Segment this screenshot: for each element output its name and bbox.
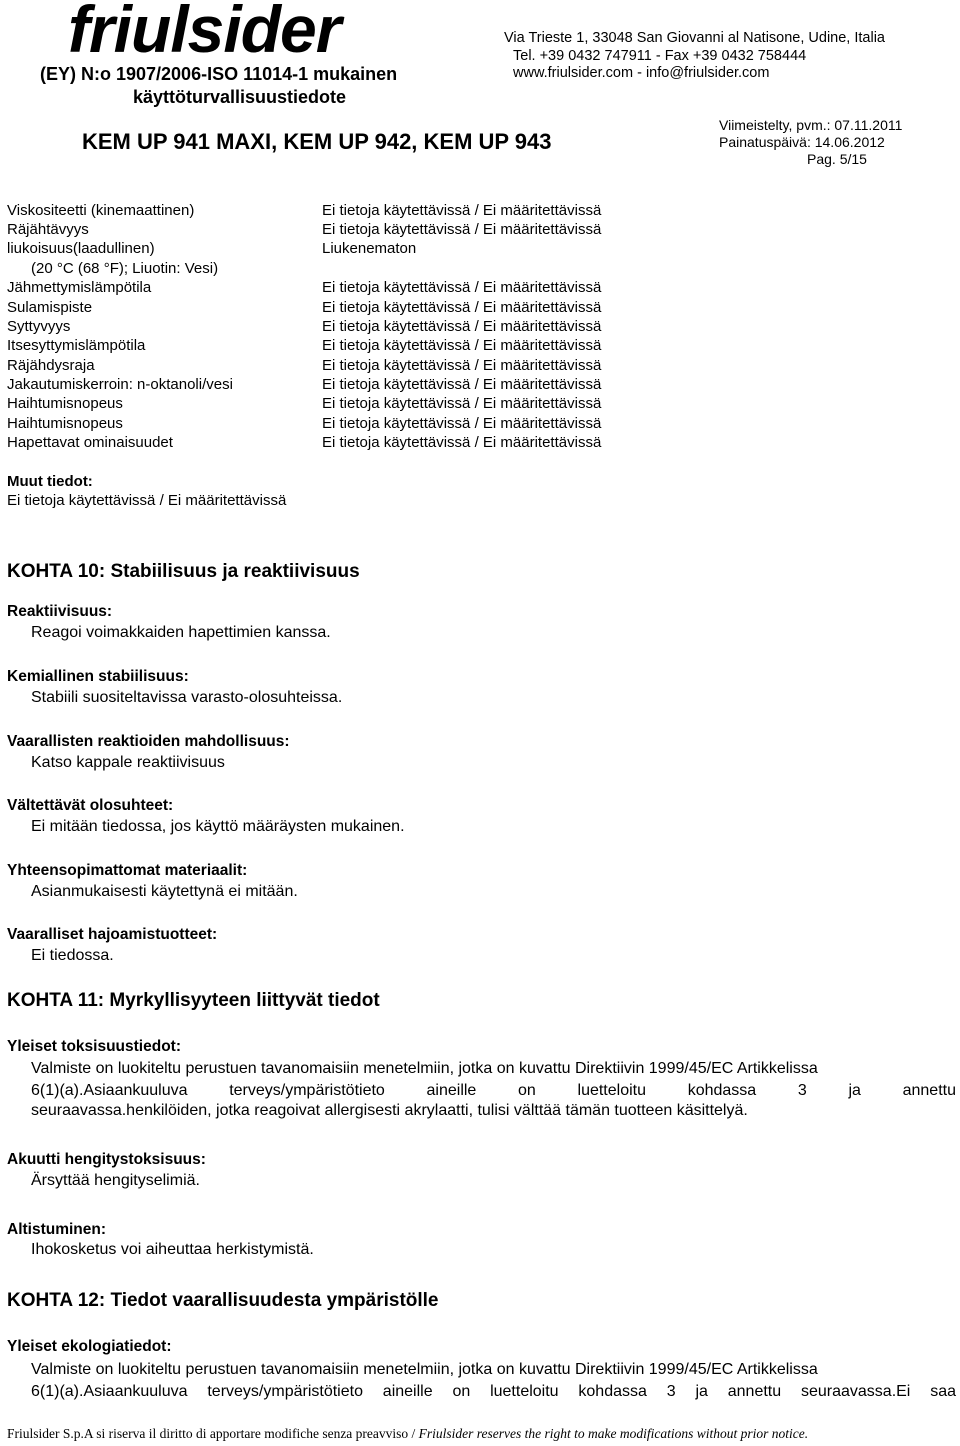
property-value: Ei tietoja käytettävissä / Ei määritettävissä [322,318,602,335]
property-label: Viskositeetti (kinemaattinen) [7,202,195,219]
decomposition-products-label: Vaaralliset hajoamistuotteet: [7,926,218,943]
section-11-title: KOHTA 11: Myrkyllisyyteen liittyvät tiedot [7,990,380,1011]
property-label: Syttyvyys [7,318,71,335]
property-label: Sulamispiste [7,299,93,316]
property-value: Ei tietoja käytettävissä / Ei määritettävissä [322,337,602,354]
reactivity-text: Reagoi voimakkaiden hapettimien kanssa. [31,624,331,641]
exposure-label: Altistuminen: [7,1221,107,1238]
toxicology-general-line-1: Valmiste on luokiteltu perustuen tavanomaisiin menetelmiin, jotka on kuvattu Direktiivin 1999/45/EC Artikkelissa [31,1060,818,1077]
ecology-general-line-2: 6(1)(a).Asiaankuuluva terveys/ympäristötieto aineille on luetteloitu kohdassa 3 ja annettu seuraavassa.Ei saa [31,1383,956,1400]
footer-english-text: Friulsider reserves the right to make modifications without prior notice. [418,1426,809,1441]
other-info-value: Ei tietoja käytettävissä / Ei määritettävissä [7,492,287,509]
ecology-general-label: Yleiset ekologiatiedot: [7,1338,172,1355]
conditions-label: Vältettävät olosuhteet: [7,797,174,814]
property-label: Jähmettymislämpötila [7,279,152,296]
incompatible-materials-text: Asianmukaisesti käytettynä ei mitään. [31,883,298,900]
section-12-title: KOHTA 12: Tiedot vaarallisuudesta ympäristölle [7,1290,439,1311]
property-label: Räjähdysraja [7,357,95,374]
regulation-line-1: (EY) N:o 1907/2006-ISO 11014-1 mukainen [40,64,398,84]
property-value: Ei tietoja käytettävissä / Ei määritettävissä [322,221,602,238]
section-10-title: KOHTA 10: Stabiilisuus ja reaktiivisuus [7,561,360,582]
property-value: Ei tietoja käytettävissä / Ei määritettävissä [322,415,602,432]
hazardous-reactions-label: Vaarallisten reaktioiden mahdollisuus: [7,733,290,750]
exposure-text: Ihokosketus voi aiheuttaa herkistymistä. [31,1241,314,1258]
other-info-label: Muut tiedot: [7,473,93,490]
print-date: Painatuspäivä: 14.06.2012 [719,134,885,150]
ecology-general-line-1: Valmiste on luokiteltu perustuen tavanomaisiin menetelmiin, jotka on kuvattu Direktiivin 1999/45/EC Artikkelissa [31,1361,818,1378]
property-label: Haihtumisnopeus [7,415,123,432]
toxicology-general-line-2: 6(1)(a).Asiaankuuluva terveys/ympäristötieto aineille on luetteloitu kohdassa 3 ja annettu [31,1082,956,1099]
property-label: Haihtumisnopeus [7,395,123,412]
property-value: Liukenematon [322,240,417,257]
company-logo: friulsider [68,0,341,66]
property-value: Ei tietoja käytettävissä / Ei määritettävissä [322,357,602,374]
property-label: Räjähtävyys [7,221,89,238]
toxicology-general-line-3: seuraavassa.henkilöiden, jotka reagoivat allergisesti akrylaatti, tulisi välttää tämän tuotteen käsittelyä. [31,1102,748,1119]
property-label: liukoisuus(laadullinen) [7,240,155,257]
toxicology-general-label: Yleiset toksisuustiedot: [7,1038,181,1055]
page-number: Pag. 5/15 [807,151,867,167]
incompatible-materials-label: Yhteensopimattomat materiaalit: [7,862,248,879]
property-value: Ei tietoja käytettävissä / Ei määritettävissä [322,202,602,219]
company-phone: Tel. +39 0432 747911 - Fax +39 0432 758444 [513,48,807,64]
hazardous-reactions-text: Katso kappale reaktiivisuus [31,754,225,771]
property-value: Ei tietoja käytettävissä / Ei määritettävissä [322,279,602,296]
property-value: Ei tietoja käytettävissä / Ei määritettävissä [322,299,602,316]
property-label: Hapettavat ominaisuudet [7,434,173,451]
property-label: Jakautumiskerroin: n-oktanoli/vesi [7,376,233,393]
stability-label: Kemiallinen stabiilisuus: [7,668,189,685]
product-title: KEM UP 941 MAXI, KEM UP 942, KEM UP 943 [82,129,552,154]
footer-company-text: Friulsider S.p.A si riserva il diritto di apportare modifiche senza preavviso / [7,1426,419,1441]
company-web: www.friulsider.com - info@friulsider.com [513,65,770,81]
property-label: (20 °C (68 °F); Liuotin: Vesi) [31,260,219,277]
property-value: Ei tietoja käytettävissä / Ei määritettävissä [322,376,602,393]
conditions-text: Ei mitään tiedossa, jos käyttö määräysten mukainen. [31,818,405,835]
footer-disclaimer [7,1426,808,1442]
last-revised-date: Viimeistelty, pvm.: 07.11.2011 [719,117,903,133]
company-address: Via Trieste 1, 33048 San Giovanni al Natisone, Udine, Italia [504,30,885,46]
decomposition-products-text: Ei tiedossa. [31,947,114,964]
regulation-line-2: käyttöturvallisuustiedote [133,87,347,107]
property-value: Ei tietoja käytettävissä / Ei määritettävissä [322,395,602,412]
property-value: Ei tietoja käytettävissä / Ei määritettävissä [322,434,602,451]
property-label: Itsesyttymislämpötila [7,337,146,354]
inhalation-toxicity-label: Akuutti hengitystoksisuus: [7,1151,206,1168]
inhalation-toxicity-text: Ärsyttää hengityselimiä. [31,1172,200,1189]
stability-text: Stabiili suositeltavissa varasto-olosuhteissa. [31,689,343,706]
reactivity-label: Reaktiivisuus: [7,603,113,620]
